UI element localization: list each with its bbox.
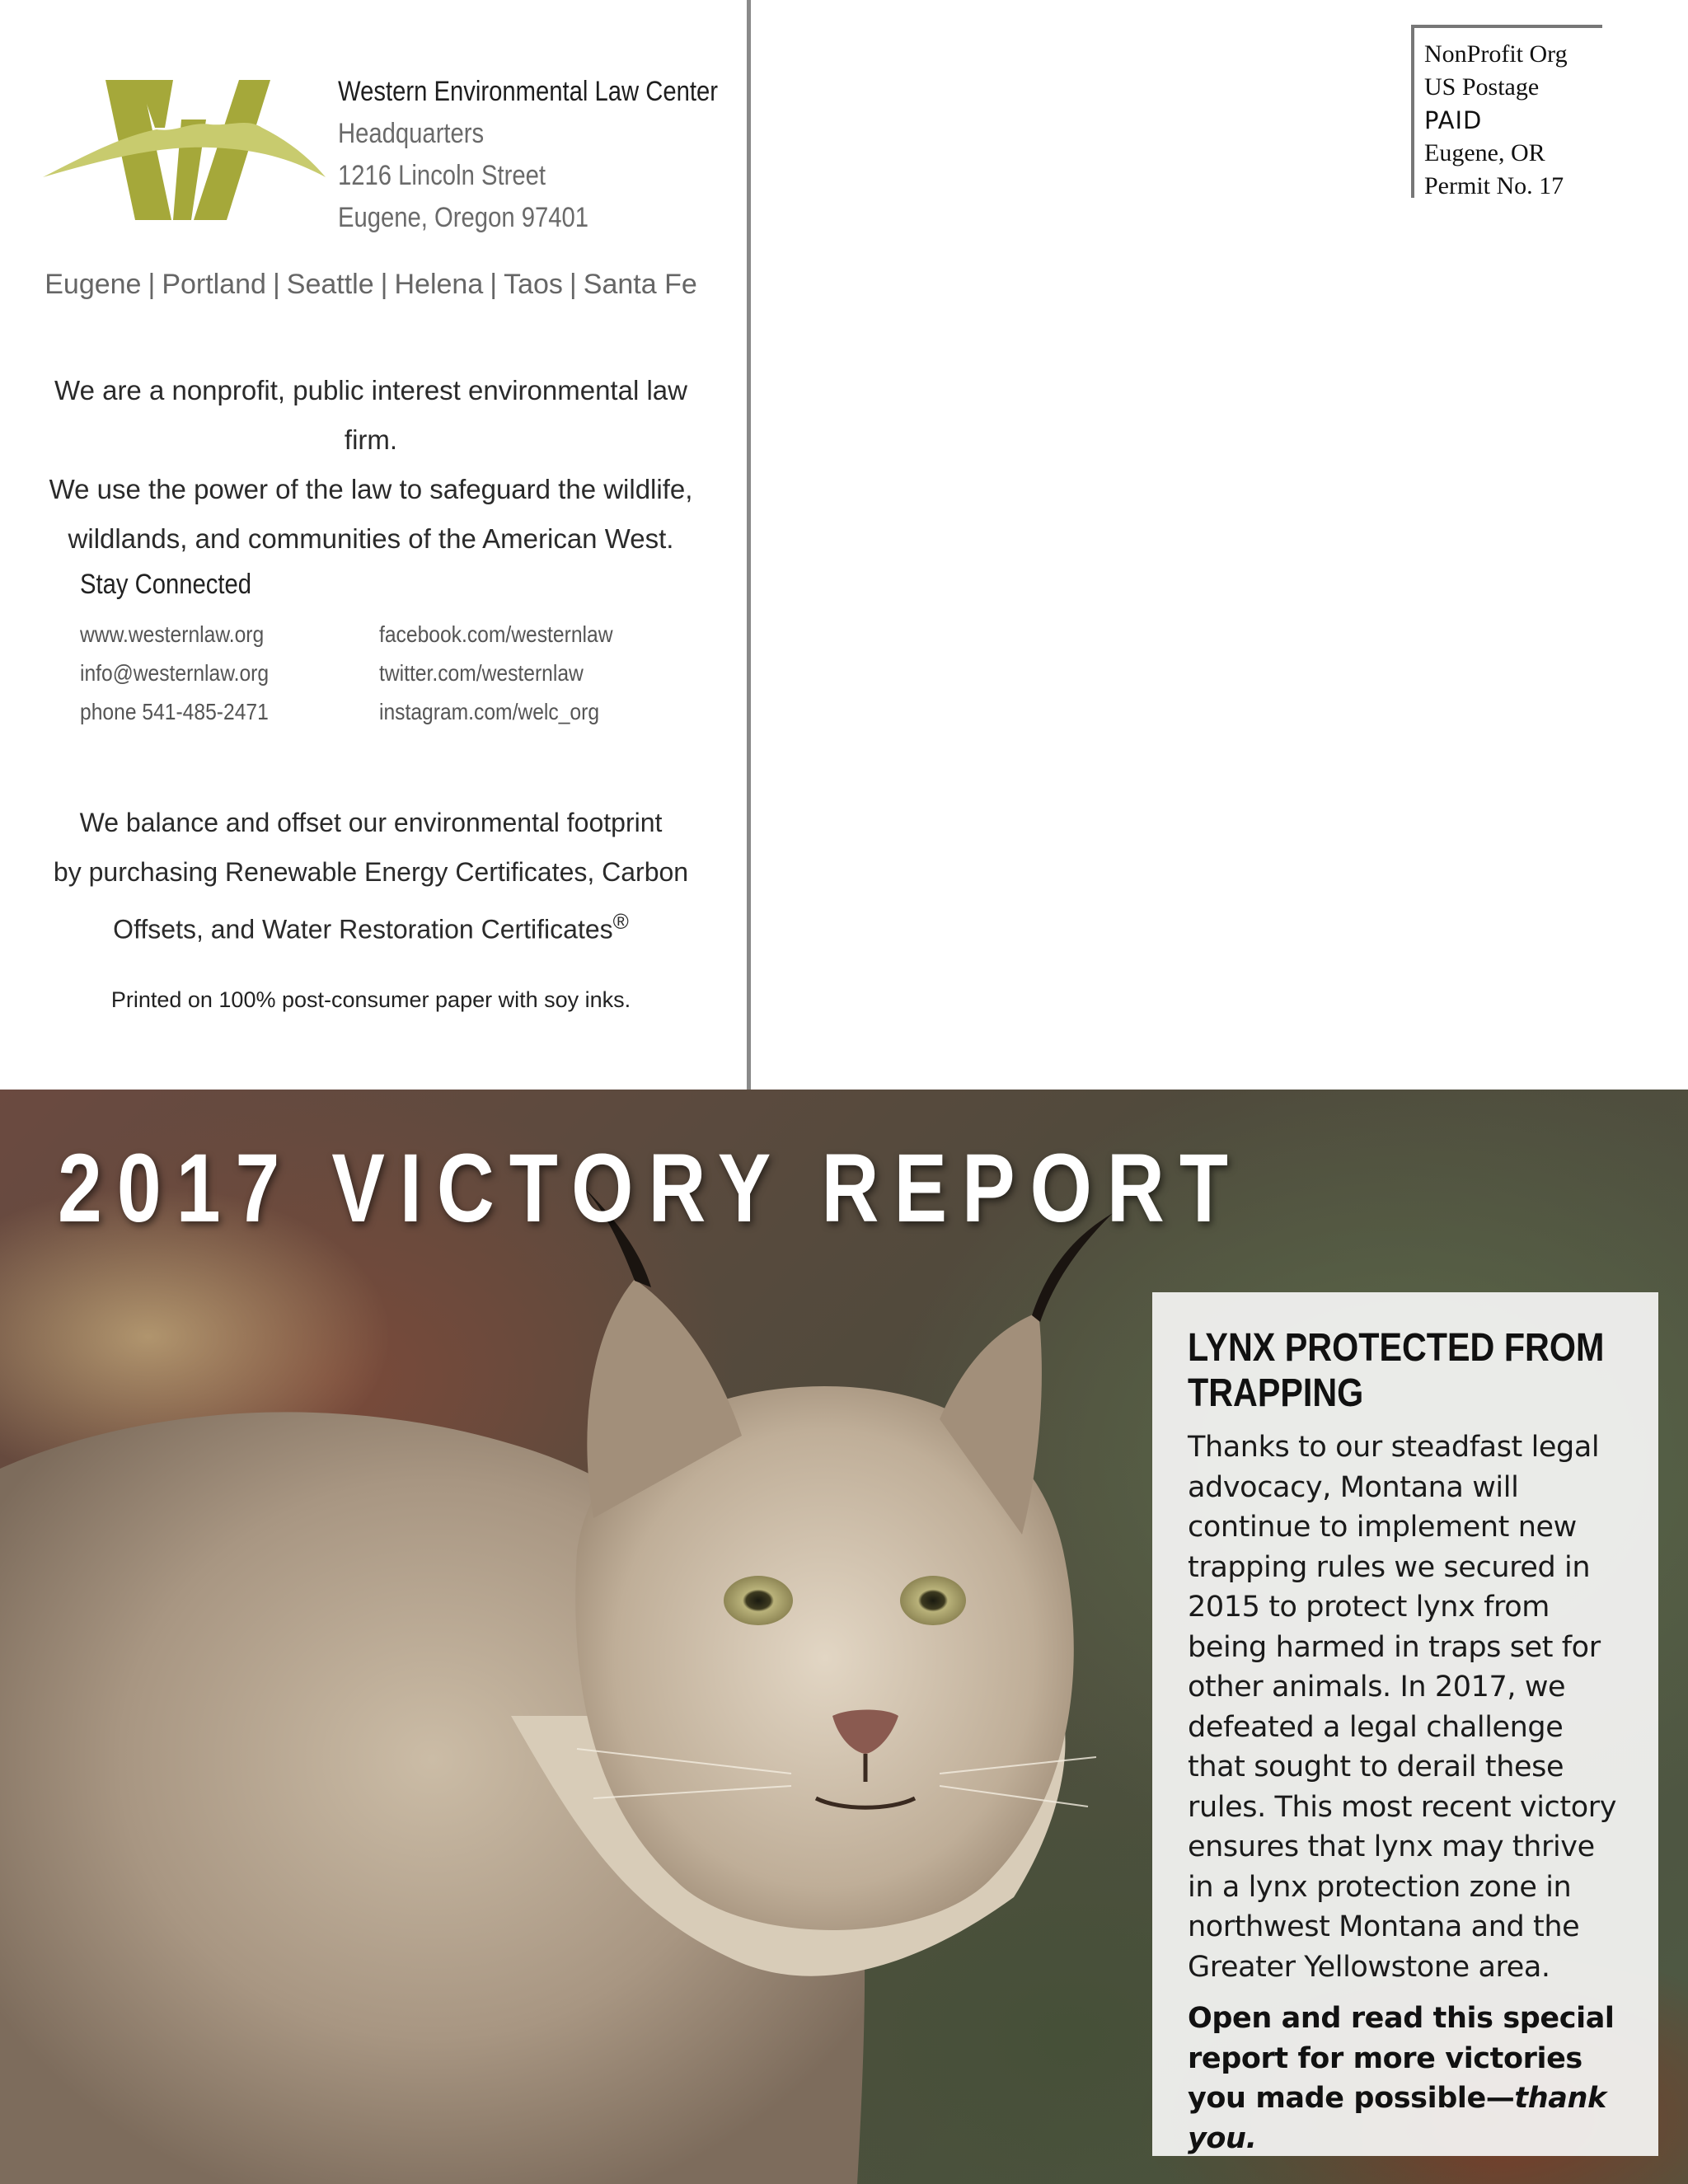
instagram-link[interactable]: instagram.com/welc_org [379, 699, 600, 724]
address-label: Headquarters [338, 118, 485, 149]
social-list [379, 615, 612, 731]
welc-logo-icon [41, 78, 330, 227]
center-divider [747, 0, 751, 1090]
address-street: 1216 Lincoln Street [338, 160, 546, 191]
email-link[interactable]: info@westernlaw.org [80, 660, 270, 686]
separator: | [380, 269, 388, 300]
separator: | [490, 269, 498, 300]
report-title: 2017 VICTORY REPORT [58, 1134, 1243, 1243]
lynx-eye-right [900, 1576, 966, 1625]
printed-note: Printed on 100% post-consumer paper with soy inks. [110, 987, 631, 1012]
postage-line: Eugene, OR [1424, 139, 1545, 166]
mission-statement [41, 366, 701, 564]
postage-line: US Postage [1424, 73, 1540, 101]
office-item: Seattle [286, 269, 374, 300]
offset-line: by purchasing Renewable Energy Certificates, Carbon [53, 857, 689, 887]
story-panel [1152, 1292, 1658, 2156]
address-city: Eugene, Oregon 97401 [338, 202, 589, 233]
postage-paid: PAID [1424, 106, 1483, 134]
cta-text: Open and read this special report for more victories you made possible— [1188, 2002, 1615, 2115]
story-body: Thanks to our steadfast legal advocacy, Montana will continue to implement new trapping rules we secured in 2015 to protect lynx from being harmed in traps set for other animals. In 2017, we defeated a legal challenge that sought to derail these rules. This most recent victory ensures that lynx may thrive in a lynx protection zone in northwest Montana and the Greater Yellowstone area. [1188, 1431, 1617, 1984]
offset-line: We balance and offset our environmental footprint [79, 808, 663, 837]
org-address-block [338, 71, 718, 239]
office-item: Santa Fe [583, 269, 697, 300]
phone-number: phone 541-485-2471 [80, 699, 269, 724]
lynx-eye-left [724, 1576, 793, 1625]
org-name: Western Environmental Law Center [338, 76, 719, 107]
postage-line: Permit No. 17 [1424, 172, 1564, 199]
postcard-back [0, 0, 1688, 1090]
separator: | [569, 269, 577, 300]
separator: | [148, 269, 156, 300]
registered-mark: ® [612, 909, 629, 934]
office-locations [41, 269, 701, 301]
offset-line: Offsets, and Water Restoration Certificates [113, 914, 613, 944]
mission-line: wildlands, and communities of the American West. [68, 523, 674, 554]
facebook-link[interactable]: facebook.com/westernlaw [379, 621, 613, 647]
twitter-link[interactable]: twitter.com/westernlaw [379, 660, 584, 686]
stay-connected-heading: Stay Connected [80, 569, 252, 600]
separator: | [272, 269, 280, 300]
office-item: Eugene [45, 269, 142, 300]
office-item: Portland [162, 269, 266, 300]
mission-line: We are a nonprofit, public interest environmental law firm. [54, 375, 687, 455]
contact-list [80, 615, 269, 731]
story-call-to-action [1188, 1999, 1625, 2158]
office-item: Helena [394, 269, 484, 300]
office-item: Taos [504, 269, 563, 300]
mission-line: We use the power of the law to safeguard the wildlife, [49, 474, 693, 504]
cta-thank-you: thank you. [1188, 2082, 1606, 2155]
postage-indicia [1411, 25, 1602, 198]
lynx-photo [0, 1090, 1688, 2184]
offset-statement [41, 798, 701, 954]
website-link[interactable]: www.westernlaw.org [80, 621, 265, 647]
story-title: LYNX PROTECTED FROM TRAPPING [1188, 1326, 1605, 1415]
postage-line: NonProfit Org [1424, 40, 1568, 68]
